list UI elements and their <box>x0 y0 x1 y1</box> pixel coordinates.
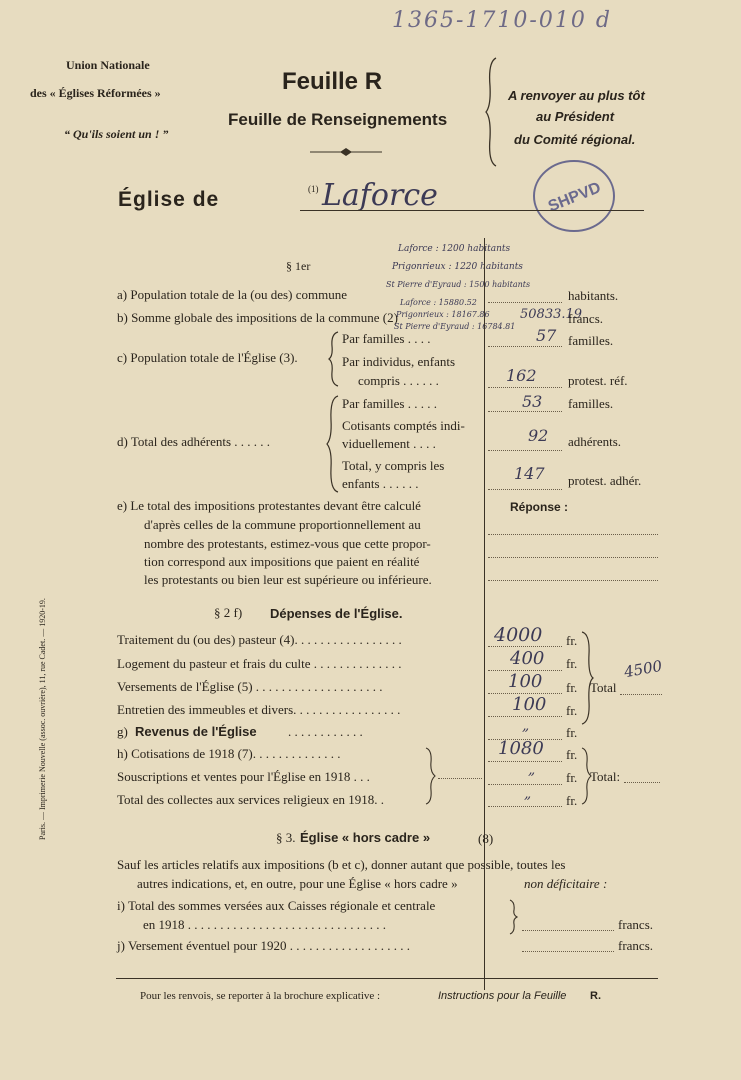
s2b-row3-value: „ <box>524 786 532 802</box>
church-label: Église de <box>118 188 220 211</box>
c-label: c) Population totale de l'Église (3). <box>117 350 298 365</box>
return-line3: du Comité régional. <box>514 132 636 147</box>
s2b-row2-value: „ <box>528 762 536 778</box>
e-line4: tion correspond aux impositions que paient en réalité <box>144 554 420 569</box>
c2-label-b: compris . . . . . . <box>358 373 439 388</box>
form-subtitle: Feuille de Renseignements <box>228 110 448 129</box>
d2-value: 92 <box>528 426 549 445</box>
section2-heading: Dépenses de l'Église. <box>270 606 403 621</box>
hand-note-1: Laforce : 1200 habitants <box>398 244 511 254</box>
i-brace <box>508 898 518 936</box>
revenus-value: „ <box>522 718 530 734</box>
footer-note-ital: Instructions pour la Feuille <box>438 990 567 1002</box>
d3-label-b: enfants . . . . . . <box>342 476 419 491</box>
s2b-row2-unit: fr. <box>566 770 578 785</box>
d1-label: Par familles . . . . . <box>342 396 437 411</box>
union-line2: des « Églises Réformées » <box>30 86 161 100</box>
church-footnote: (1) <box>308 184 319 194</box>
church-name: Laforce <box>322 178 438 213</box>
hand-note-2: Prigonrieux : 1220 habitants <box>392 262 523 272</box>
d2-unit: adhérents. <box>568 434 622 449</box>
c1-label: Par familles . . . . <box>342 331 431 346</box>
d1-unit: familles. <box>568 396 614 411</box>
stamp-text: SHPVD <box>545 179 604 216</box>
section1-heading: § 1er <box>286 259 311 273</box>
s2b-row3-unit: fr. <box>566 793 578 808</box>
return-line2: au Président <box>536 109 615 124</box>
j-label: j) Versement éventuel pour 1920 . . . . . . . . . . . . . . . . . . . <box>117 938 410 953</box>
s2-row3-label: Versements de l'Église (5) . . . . . . . . . . . . . . . . . . . . <box>117 679 383 694</box>
s2b-row1-unit: fr. <box>566 747 578 762</box>
expenses-brace <box>580 630 594 726</box>
d3-label-a: Total, y compris les <box>342 458 445 473</box>
d1-value: 53 <box>522 392 543 411</box>
s2-row1-value: 4000 <box>494 624 543 646</box>
motto: “ Qu'ils soient un ! ” <box>64 127 169 141</box>
expenses-total-value: 4500 <box>622 656 664 682</box>
s2-row2-unit: fr. <box>566 656 578 671</box>
d3-value: 147 <box>514 464 545 483</box>
b-value: 50833.19 <box>520 307 583 322</box>
form-title: Feuille R <box>282 68 383 95</box>
revenus-prefix: g) <box>117 724 128 739</box>
c2-value: 162 <box>506 366 537 385</box>
s2-row2-value: 400 <box>510 648 545 669</box>
s2b-row1-value: 1080 <box>498 738 544 759</box>
return-line1: A renvoyer au plus tôt <box>508 88 645 103</box>
union-line1: Union Nationale <box>66 58 150 72</box>
j-unit: francs. <box>618 938 654 953</box>
b-label: b) Somme globale des impositions de la commune (2) <box>117 310 398 325</box>
footer-note-bold: R. <box>590 990 601 1002</box>
i-label-b: en 1918 . . . . . . . . . . . . . . . . . . . . . . . . . . . . . . . <box>143 917 387 932</box>
section3-note: (8) <box>478 831 494 846</box>
c-brace <box>328 330 340 388</box>
s2-row1-label: Traitement du (ou des) pasteur (4). . . . . . . . . . . . . . . . . <box>117 632 402 647</box>
i-unit: francs. <box>618 917 654 932</box>
hand-note-3: St Pierre d'Eyraud : 1500 habitants <box>386 280 531 289</box>
s2-row4-value: 100 <box>512 694 547 715</box>
revenus-unit: fr. <box>566 725 578 740</box>
s2-row2-label: Logement du pasteur et frais du culte . . . . . . . . . . . . . . <box>117 656 402 671</box>
footer-note: Pour les renvois, se reporter à la brochure explicative : <box>140 990 381 1002</box>
s2-row3-unit: fr. <box>566 680 578 695</box>
reponse-label: Réponse : <box>510 500 569 514</box>
i-label-a: i) Total des sommes versées aux Caisses régionale et centrale <box>117 898 436 913</box>
s2-row4-label: Entretien des immeubles et divers. . . . . . . . . . . . . . . . . <box>117 702 401 717</box>
s2-row1-unit: fr. <box>566 633 578 648</box>
a-label: a) Population totale de la (ou des) commune <box>117 287 347 302</box>
s2-row3-value: 100 <box>508 671 543 692</box>
d-label: d) Total des adhérents . . . . . . <box>117 434 271 449</box>
d2-label-a: Cotisants comptés indi- <box>342 418 465 433</box>
e-line1: e) Le total des impositions protestantes devant être calculé <box>117 498 421 513</box>
section3-heading: Église « hors cadre » <box>300 830 431 845</box>
e-line3: nombre des protestants, estimez-vous que cette propor- <box>144 536 431 551</box>
hand-note-6: St Pierre d'Eyraud : 16784.81 <box>394 322 516 331</box>
b-unit: francs. <box>568 311 604 326</box>
s2-row4-unit: fr. <box>566 703 578 718</box>
section3-prefix: § 3. <box>276 830 296 845</box>
s2b-row1-label: h) Cotisations de 1918 (7). . . . . . . . . . . . . . <box>117 746 341 761</box>
d-brace <box>326 394 340 494</box>
a-unit: habitants. <box>568 288 619 303</box>
revenus-inner-brace <box>424 746 436 806</box>
c2-unit: protest. réf. <box>568 373 628 388</box>
revenus-label: Revenus de l'Église <box>135 724 257 739</box>
section2-prefix: § 2 f) <box>214 605 243 620</box>
revenus-total-label: Total: <box>590 769 621 784</box>
c1-value: 57 <box>536 326 557 345</box>
s3-intro-b: autres indications, et, en outre, pour une Église « hors cadre » <box>137 876 458 891</box>
s3-intro-a: Sauf les articles relatifs aux impositions (b et c), donner autant que possible, toutes les <box>117 857 566 872</box>
s3-intro-b-ital: non déficitaire : <box>524 876 608 891</box>
archive-reference: 1365-1710-010 d <box>392 8 612 33</box>
d2-label-b: viduellement . . . . <box>342 436 436 451</box>
expenses-total-label: Total <box>590 680 617 695</box>
shpvd-stamp <box>530 156 620 236</box>
revenus-dots: . . . . . . . . . . . . <box>288 724 363 739</box>
e-line2: d'après celles de la commune proportionnellement au <box>144 517 421 532</box>
e-line5: les protestants ou bien leur est supérieure ou inférieure. <box>144 572 432 587</box>
printer-credit: Paris. — Imprimerie Nouvelle (assoc. ouvrière), 11, rue Cadet. — 1920-19. <box>38 598 47 840</box>
d3-unit: protest. adhér. <box>568 473 642 488</box>
c1-unit: familles. <box>568 333 614 348</box>
s2b-row2-label: Souscriptions et ventes pour l'Église en 1918 . . . <box>117 769 370 784</box>
hand-note-4: Laforce : 15880.52 <box>400 298 477 307</box>
return-brace <box>484 56 500 168</box>
title-ornament <box>310 146 382 158</box>
hand-note-5: Prigonrieux : 18167.86 <box>396 310 490 319</box>
c2-label-a: Par individus, enfants <box>342 354 456 369</box>
s2b-row3-label: Total des collectes aux services religieux en 1918. . <box>117 792 384 807</box>
